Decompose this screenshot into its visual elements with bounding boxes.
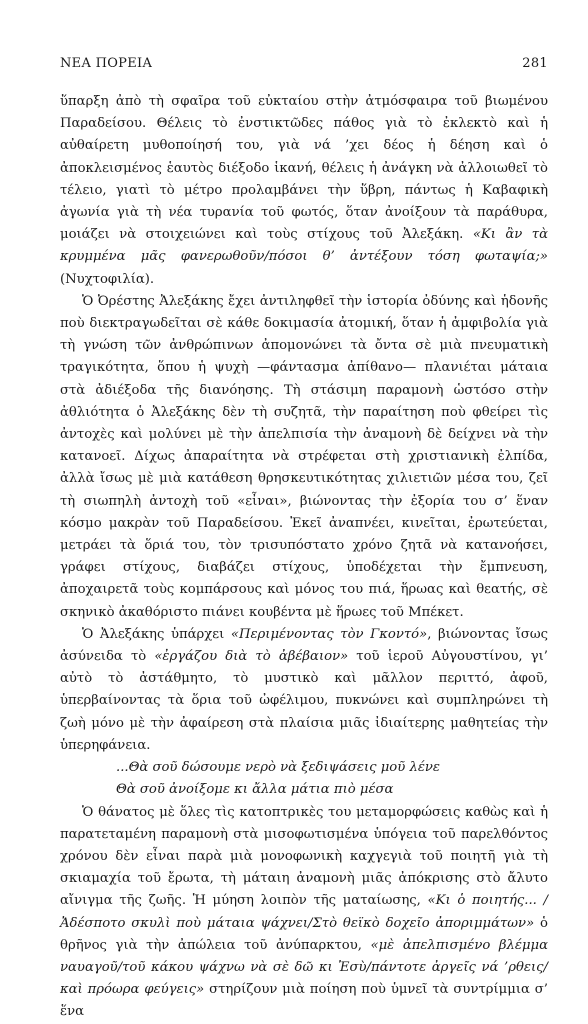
text-run: , βιώνοντας ἴσως ἀσύνειδα τὸ [60,626,549,665]
verse-line-2 [60,779,548,801]
quote-shipwreck: «μὲ ἀπελπισμένο βλέμμα ναυαγοῦ/τοῦ κάκου ψάχνω νὰ σὲ δῶ κι Ἐσὺ/πάντοτε ἀργεῖς νά ’ρθεις/καὶ πρόωρα φεύγεις» [60,937,548,998]
body-text [60,91,548,1024]
verse-text: ...Θὰ σοῦ δώσουμε νερὸ νὰ ξεδιψάσεις μοῦ λένε [116,760,440,776]
quote-augustine: «ἐργάζου διὰ τὸ ἀβέβαιον» [154,649,349,665]
text-run: ὁ θρῆνος γιὰ τὴν ἀπώλεια τοῦ ἀνύπαρκτου, [60,915,548,953]
quote-poet: «Κι ὁ ποιητής... /Ἀδέσποτο σκυλὶ ποὺ μάταια ψάχνει/Στὸ θεϊκὸ δοχεῖο ἀποριμμάτων» [60,893,549,931]
paragraph-1 [60,91,548,291]
text-run: (Νυχτοφιλία). [60,271,155,287]
quote-godot: «Περιμένοντας τὸν Γκοντό» [230,626,428,642]
verse-line-1 [60,757,548,779]
text-run: Ὁ Ἀλεξάκης ὑπάρχει [82,626,231,642]
page-number: 281 [522,56,548,71]
verse-text: Θὰ σοῦ ἀνοίξομε κι ἄλλα μάτια πιὸ μέσα [116,782,394,798]
paragraph-4 [60,802,548,1024]
paragraph-2 [60,291,548,624]
text-run: Ὁ Ὀρέστης Ἀλεξάκης ἔχει ἀντιληφθεῖ τὴν ἱστορία ὀδύνης καὶ ἡδονῆς ποὺ διεκτραγωδεῖται σὲ κάθε δοκιμασία ἀτομική, ὅταν ἡ ἀμφιβολία γιὰ τὴ γνώση τῶν ἀνθρώπινων ἀπομονώνει τὰ ὄντα σὲ μιὰ πνευματικὴ τραγικότητα, ὅπου ἡ ψυχὴ —φάντασμα ἀπίθανο— πλανιέται μάταια στὰ ἀδιέξοδα τῆς διανόησης. Τὴ στάσιμη παραμονὴ ὡστόσο στὴν ἀθλιότητα ὁ Ἀλεξάκης δὲν τὴ συζητᾶ, τὴν παραίτηση ποὺ φθείρει τὶς ἀντοχὲς καὶ μολύνει μὲ τὴν ἀπελπισία τὴν ἀναμονὴ δὲ δείχνει νὰ τὴν κατανοεῖ. Δίχως ἀπαραίτητα νὰ στρέφεται στὴ χριστιανικὴ ἐλπίδα, ἀλλὰ ἴσως μὲ μιὰ κατάθεση θρησκευτικότητας χιλιετιῶν μέσα του, ζεῖ τὴ σιωπηλὴ ἀντοχὴ τοῦ «εἶναι», βιώνοντας τὴν ἐξορία του σ’ ἕναν κόσμο μακρὰν τοῦ Παραδείσου. Ἐκεῖ ἀναπνέει, κινεῖται, ἐρωτεύεται, μετράει τὰ ὅριά του, τὸν τρισυπόστατο χρόνο ζητᾶ νὰ κατανοήσει, γράφει στίχους, διαβάζει στίχους, ὑποδέχεται τὴν ἔμπνευση, ἀποχαιρετᾶ τοὺς κομπάρσους καὶ μόνος του πιά, ἥρωας καὶ θεατής, σὲ σκηνικὸ ἀκαθόριστο πιάνει κουβέντα μὲ ἥρωες τοῦ Μπέκετ. [60,293,548,620]
paragraph-3 [60,624,548,757]
running-title: ΝΕΑ ΠΟΡΕΙΑ [60,56,153,71]
text-run: στηρίζουν μιὰ ποίηση ποὺ ὑμνεῖ τὰ συντρίμμια σ’ ἕνα [60,982,548,1020]
text-run: τοῦ ἱεροῦ Αὐγουστίνου, γι’ αὐτὸ τὸ ἀστάθμητο, τὸ μυστικὸ καὶ μᾶλλον περιττό, ἀφοῦ, ὑπερβαίνοντας τὰ ὅρια τοῦ ὠφέλιμου, πυκνώνει καὶ συμπληρώνει τὴ ζωὴ μόνο μὲ τὴν ἀφαίρεση στὰ πλαίσια μιᾶς ἰδιαίτερης μαθητείας τὴν ὑπερηφάνεια. [60,649,548,753]
text-run: Ὁ θάνατος μὲ ὅλες τὶς κατοπτρικὲς του μεταμορφώσεις καθὼς καὶ ἡ παρατεταμένη παραμονὴ στὰ μισοφωτισμένα ὑπόγεια τοῦ παρελθόντος χρόνου δὲν εἶναι παρὰ μιὰ μονοφωνικὴ καχγεγιὰ τοῦ ποιητῆ γιὰ τὴ σκιαμαχία τοῦ ἔρωτα, τὴ μάταιη ἀναμονὴ μιᾶς ἀπόκρισης στὸ ἄλυτο αἴνιγμα τῆς ζωῆς. Ἡ μύηση λοιπὸν τῆς ματαίωσης, [60,804,548,909]
text-run: ὕπαρξη ἀπὸ τὴ σφαῖρα τοῦ εὐκταίου στὴν ἀτμόσφαιρα τοῦ βιωμένου Παραδείσου. Θέλεις τὸ ἐνστικτῶδες πάθος γιὰ τὸ ἐκλεκτὸ καὶ ἡ αὐθαίρετη μυθοποίησή του, γιὰ νά ’χει δέος ἡ δέηση καὶ ὁ ἀποκλεισμένος ἑαυτὸς διέξοδο ἱκανή, θέλεις ἡ ἀνάγκη νὰ ἀλλοιωθεῖ τὸ τέλειο, γιατὶ τὸ μέτρο προλαμβάνει τὴν ὕβρη, πάντως ἡ Καβαφικὴ ἀγωνία γιὰ τὴ νέα τυρανία τοῦ φωτός, ὅταν ἀνοίξουν τὰ παράθυρα, μοιάζει νὰ στοιχειώνει καὶ τοὺς στίχους τοῦ Ἀλεξάκη. [60,94,548,243]
quote-nychtofilia: «Κι ἂν τὰ κρυμμένα μᾶς φανερωθοῦν/πόσοι θ’ ἀντέξουν τόση φωταψία;» [60,227,548,265]
running-header [60,56,548,71]
